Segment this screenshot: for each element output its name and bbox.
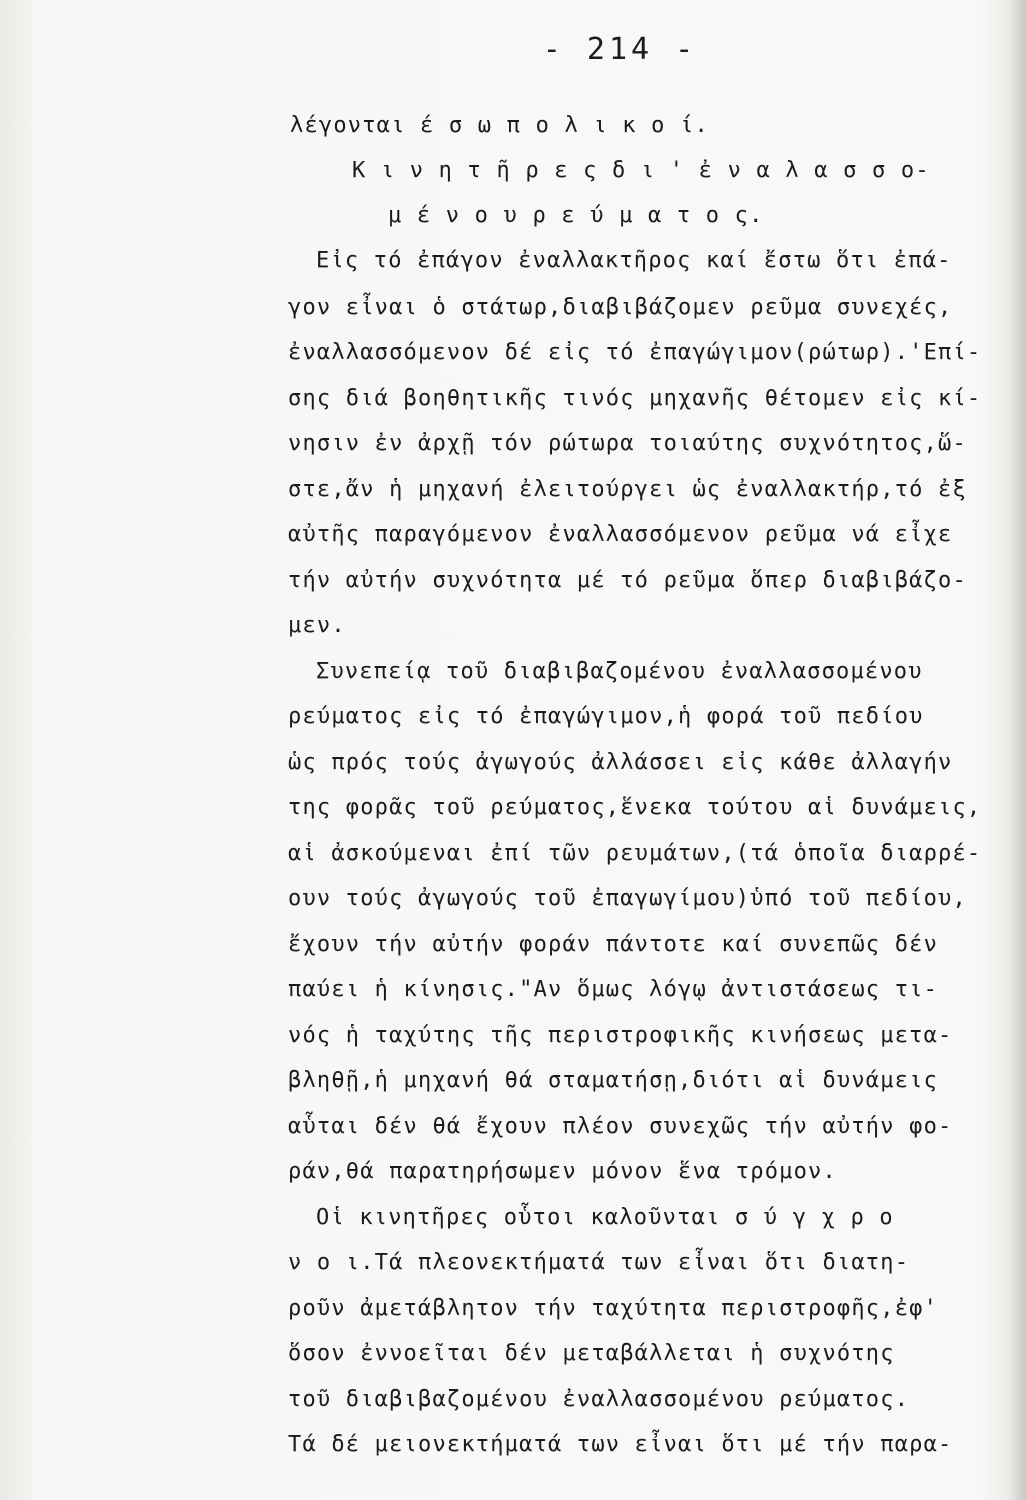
text-line: λέγονται έ σ ω π ο λ ι κ ο ί. <box>290 113 709 138</box>
text-line: σης διά βοηθητικῆς τινός μηχανῆς θέτομεν εἰς κί- <box>288 386 982 411</box>
text-line: νός ἡ ταχύτης τῆς περιστροφικῆς κινήσεως μετα- <box>288 1023 953 1048</box>
text-line: ὡς πρός τούς ἀγωγούς ἀλλάσσει εἰς κάθε ἀλλαγήν <box>288 750 953 775</box>
text-line: ράν,θά παρατηρήσωμεν μόνον ἕνα τρόμον. <box>288 1159 837 1184</box>
text-line: γον εἶναι ὁ στάτωρ,διαβιβάζομεν ρεῦμα συνεχές, <box>288 295 953 320</box>
text-line: της φορᾶς τοῦ ρεύματος,ἕνεκα τούτου αἱ δυνάμεις, <box>288 795 982 820</box>
text-line: ρεύματος εἰς τό ἐπαγώγιμον,ἡ φορά τοῦ πεδίου <box>288 704 924 729</box>
text-line: μ έ ν ο υ ρ ε ύ μ α τ ο ς. <box>388 203 764 228</box>
text-line: ὅσον ἐννοεῖται δέν μεταβάλλεται ἡ συχνότης <box>288 1341 895 1366</box>
text-line: ἔχουν τήν αὐτήν φοράν πάντοτε καί συνεπῶς δέν <box>288 932 939 957</box>
text-line: βληθῇ,ἡ μηχανή θά σταματήσῃ,διότι αἱ δυνάμεις <box>288 1068 939 1093</box>
page-number: - 214 - <box>542 32 698 67</box>
text-line: ν ο ι.Τά πλεονεκτήματά των εἶναι ὅτι διατη- <box>288 1250 910 1275</box>
text-line: αὗται δέν θά ἔχουν πλέον συνεχῶς τήν αὐτήν φο- <box>288 1114 953 1139</box>
text-line: μεν. <box>288 613 346 638</box>
text-line: αἱ ἀσκούμεναι ἐπί τῶν ρευμάτων,(τά ὁποῖα διαρρέ- <box>288 841 982 866</box>
text-line: νησιν ἐν ἀρχῇ τόν ρώτωρα τοιαύτης συχνότητος,ὥ- <box>288 431 967 456</box>
text-line: ουν τούς ἀγωγούς τοῦ ἐπαγωγίμου)ὑπό τοῦ πεδίου, <box>288 886 967 911</box>
text-line: ἐναλλασσόμενον δέ εἰς τό ἐπαγώγιμον(ρώτωρ).'Επί- <box>288 340 982 365</box>
text-line: Συνεπείᾳ τοῦ διαβιβαζομένου ἐναλλασσομένου <box>316 659 923 684</box>
text-line: Τά δέ μειονεκτήματά των εἶναι ὅτι μέ τήν παρα- <box>288 1432 953 1457</box>
text-line: ροῦν ἀμετάβλητον τήν ταχύτητα περιστροφῆς,ἐφ' <box>288 1296 939 1321</box>
text-line: Εἰς τό ἐπάγον ἐναλλακτῆρος καί ἔστω ὅτι ἐπά- <box>316 248 952 273</box>
text-line: στε,ἄν ἡ μηχανή ἐλειτούργει ὡς ἐναλλακτήρ,τό ἐξ <box>288 477 967 502</box>
text-line: αὐτῆς παραγόμενον ἐναλλασσόμενον ρεῦμα νά εἶχε <box>288 522 953 547</box>
text-line: Οἱ κινητῆρες οὗτοι καλοῦνται σ ύ γ χ ρ ο <box>316 1205 894 1230</box>
text-line: παύει ἡ κίνησις."Αν ὅμως λόγῳ ἀντιστάσεως τι- <box>288 977 939 1002</box>
text-line: τήν αὐτήν συχνότητα μέ τό ρεῦμα ὅπερ διαβιβάζο- <box>288 568 967 593</box>
text-line: τοῦ διαβιβαζομένου ἐναλλασσομένου ρεύματος. <box>288 1387 910 1412</box>
text-line: Κ ι ν η τ ῆ ρ ε ς δ ι ' ἐ ν α λ α σ σ ο- <box>352 158 930 183</box>
